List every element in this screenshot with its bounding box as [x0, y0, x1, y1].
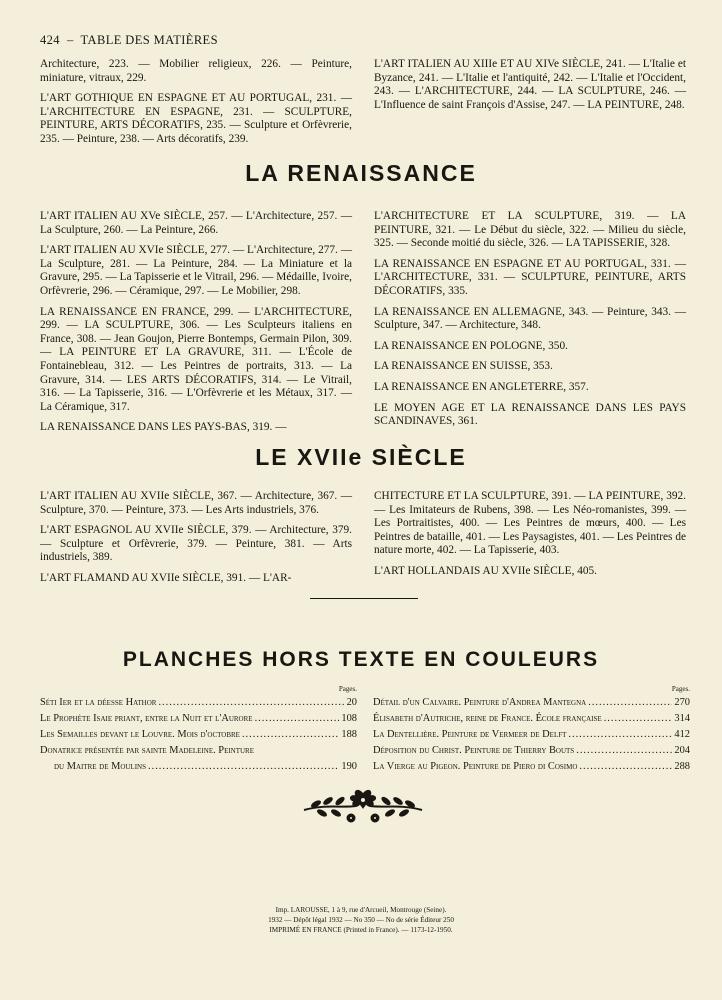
- toc-entry: LA RENAISSANCE EN ANGLETERRE, 357.: [374, 380, 589, 393]
- section-title-renaissance: LA RENAISSANCE: [245, 160, 477, 186]
- toc-entry: L'ART ITALIEN AU XVIIe SIÈCLE, 367. — Architecture, 367. — Sculpture, 370. — Peinture, 373. — Les Arts industriels, 376.: [40, 490, 352, 516]
- xvii-right-column: [374, 490, 686, 586]
- plate-entry: La Vierge au Pigeon. Peinture de Piero di Cosimo ..... 288: [373, 759, 690, 775]
- toc-entry: LA RENAISSANCE EN FRANCE, 299. — L'ARCHITECTURE, 299. — LA SCULPTURE, 306. — Les Sculpteurs italiens en France, 308. — Jean Goujon, Pierre Bontemps, Germain Pilon, 309. — LA PEINTURE ET LA GRAVURE, 311. — L'École de Fontainebleau, 312. — Les Peintres de portraits, 313. — La Gravure, 314. — LES ARTS DÉCORATIFS, 314. — Le Vitrail, 316. — La Tapisserie, 316. — L'Orfèvrerie et les Métaux, 317. — La Céramique, 317.: [40, 305, 352, 413]
- renaissance-left-column: [40, 210, 352, 442]
- toc-entry: LA RENAISSANCE EN POLOGNE, 350.: [374, 339, 568, 352]
- pages-label: Pages.: [671, 685, 690, 693]
- toc-entry: L'ART ESPAGNOL AU XVIIe SIÈCLE, 379. — Architecture, 379. — Sculpture et Orfèvrerie, 379. — Peinture, 381. — Arts industriels, 389.: [40, 524, 352, 564]
- toc-entry: L'ART HOLLANDAIS AU XVIIe SIÈCLE, 405.: [374, 564, 597, 577]
- plate-entry: Donatrice présentée par sainte Madeleine. Peinture du Maitre de Moulins ..... 190: [40, 743, 357, 775]
- toc-entry: L'ARCHITECTURE ET LA SCULPTURE, 319. — LA PEINTURE, 321. — Le Début du siècle, 322. — Milieu du siècle, 325. — Seconde moitié du siècle, 326. — LA TAPISSERIE, 328.: [374, 210, 686, 250]
- plate-entry: La Dentellière. Peinture de Vermeer de Delft ..... 412: [373, 727, 690, 743]
- plates-left-list: [40, 684, 357, 775]
- toc-entry: LE MOYEN AGE ET LA RENAISSANCE DANS LES PAYS SCANDINAVES, 361.: [374, 401, 686, 428]
- section-title-xvii: LE XVIIe SIÈCLE: [255, 444, 467, 470]
- running-head: 424 – TABLE DES MATIÈRES: [40, 33, 218, 47]
- plate-entry: Élisabeth d'Autriche, reine de France. École française ..... 314: [373, 711, 690, 727]
- section-divider: [310, 598, 418, 599]
- gothic-right-column: [374, 58, 686, 119]
- toc-entry: Architecture, 223. — Mobilier religieux, 226. — Peinture, miniature, vitraux, 229.: [40, 58, 352, 84]
- toc-entry: CHITECTURE ET LA SCULPTURE, 391. — LA PEINTURE, 392. — Les Imitateurs de Rubens, 398. — Les Néo-romanistes, 399. — Les Portraitistes, 400. — Les Peintres de mœurs, 400. — Les Peintres de bataille, 401. — Les Paysagistes, 401. — Les Peintres de nature morte, 402. — La Tapisserie, 403.: [374, 490, 686, 557]
- plate-entry: Détail d'un Calvaire. Peinture d'Andrea Mantegna ..... 270: [373, 695, 690, 711]
- toc-entry: L'ART ITALIEN AU XIIIe ET AU XIVe SIÈCLE, 241. — L'Italie et Byzance, 241. — L'Italie et l'antiquité, 242. — L'Italie et l'Occident, 243. — L'ARCHITECTURE, 244. — LA SCULPTURE, 246. — L'Influence de saint François d'Assise, 247. — LA PEINTURE, 248.: [374, 58, 686, 111]
- toc-entry: LA RENAISSANCE EN ESPAGNE ET AU PORTUGAL, 331. — L'ARCHITECTURE, 331. — SCULPTURE, PEINTURE, ARTS DÉCORATIFS, 335.: [374, 257, 686, 297]
- plate-entry: Les Semailles devant le Louvre. Mois d'octobre ..... 188: [40, 727, 357, 743]
- plate-entry: Le Prophète Isaie priant, entre la Nuit et l'Aurore ..... 108: [40, 711, 357, 727]
- pages-label: Pages.: [338, 685, 357, 693]
- toc-entry: L'ART ITALIEN AU XVIe SIÈCLE, 277. — L'Architecture, 277. — La Sculpture, 281. — La Peinture, 284. — La Miniature et la Gravure, 295. — La Tapisserie et le Vitrail, 296. — Médaille, Ivoire, Orfèvrerie, 296. — Céramique, 297. — Le Mobilier, 298.: [40, 244, 352, 297]
- printer-imprint: Imp. LAROUSSE, 1 à 9, rue d'Arcueil, Montrouge (Seine). 1932 — Dépôt légal 1932 — No 350 — No de série Éditeur 250 IMPRIMÉ EN FRANCE (Printed in France). — 1173-12-1950.: [268, 906, 454, 934]
- xvii-left-column: [40, 490, 352, 593]
- gothic-left-column: [40, 58, 352, 154]
- toc-entry: LA RENAISSANCE DANS LES PAYS-BAS, 319. —: [40, 421, 287, 434]
- renaissance-right-column: [374, 210, 686, 436]
- toc-entry: LA RENAISSANCE EN ALLEMAGNE, 343. — Peinture, 343. — Sculpture, 347. — Architecture, 348.: [374, 305, 686, 332]
- page-number: 424: [40, 33, 60, 47]
- floral-vignette-icon: [296, 786, 430, 826]
- plate-entry: Séti Ier et la déesse Hathor ..... 20: [40, 695, 357, 711]
- toc-entry: L'ART ITALIEN AU XVe SIÈCLE, 257. — L'Architecture, 257. — La Sculpture, 260. — La Peinture, 266.: [40, 210, 352, 236]
- toc-entry: LA RENAISSANCE EN SUISSE, 353.: [374, 360, 553, 373]
- section-title-plates: PLANCHES HORS TEXTE EN COULEURS: [122, 648, 600, 671]
- plates-right-list: [373, 684, 690, 775]
- toc-entry: L'ART FLAMAND AU XVIIe SIÈCLE, 391. — L'AR-: [40, 571, 292, 584]
- running-head-title: TABLE DES MATIÈRES: [80, 33, 218, 47]
- plate-entry: Déposition du Christ. Peinture de Thierry Bouts ..... 204: [373, 743, 690, 759]
- toc-entry: L'ART GOTHIQUE EN ESPAGNE ET AU PORTUGAL, 231. — L'ARCHITECTURE EN ESPAGNE, 231. — SCULPTURE, PEINTURE, ARTS DÉCORATIFS, 235. — Sculpture et Orfèvrerie, 235. — Peinture, 238. — Arts décoratifs, 239.: [40, 92, 352, 145]
